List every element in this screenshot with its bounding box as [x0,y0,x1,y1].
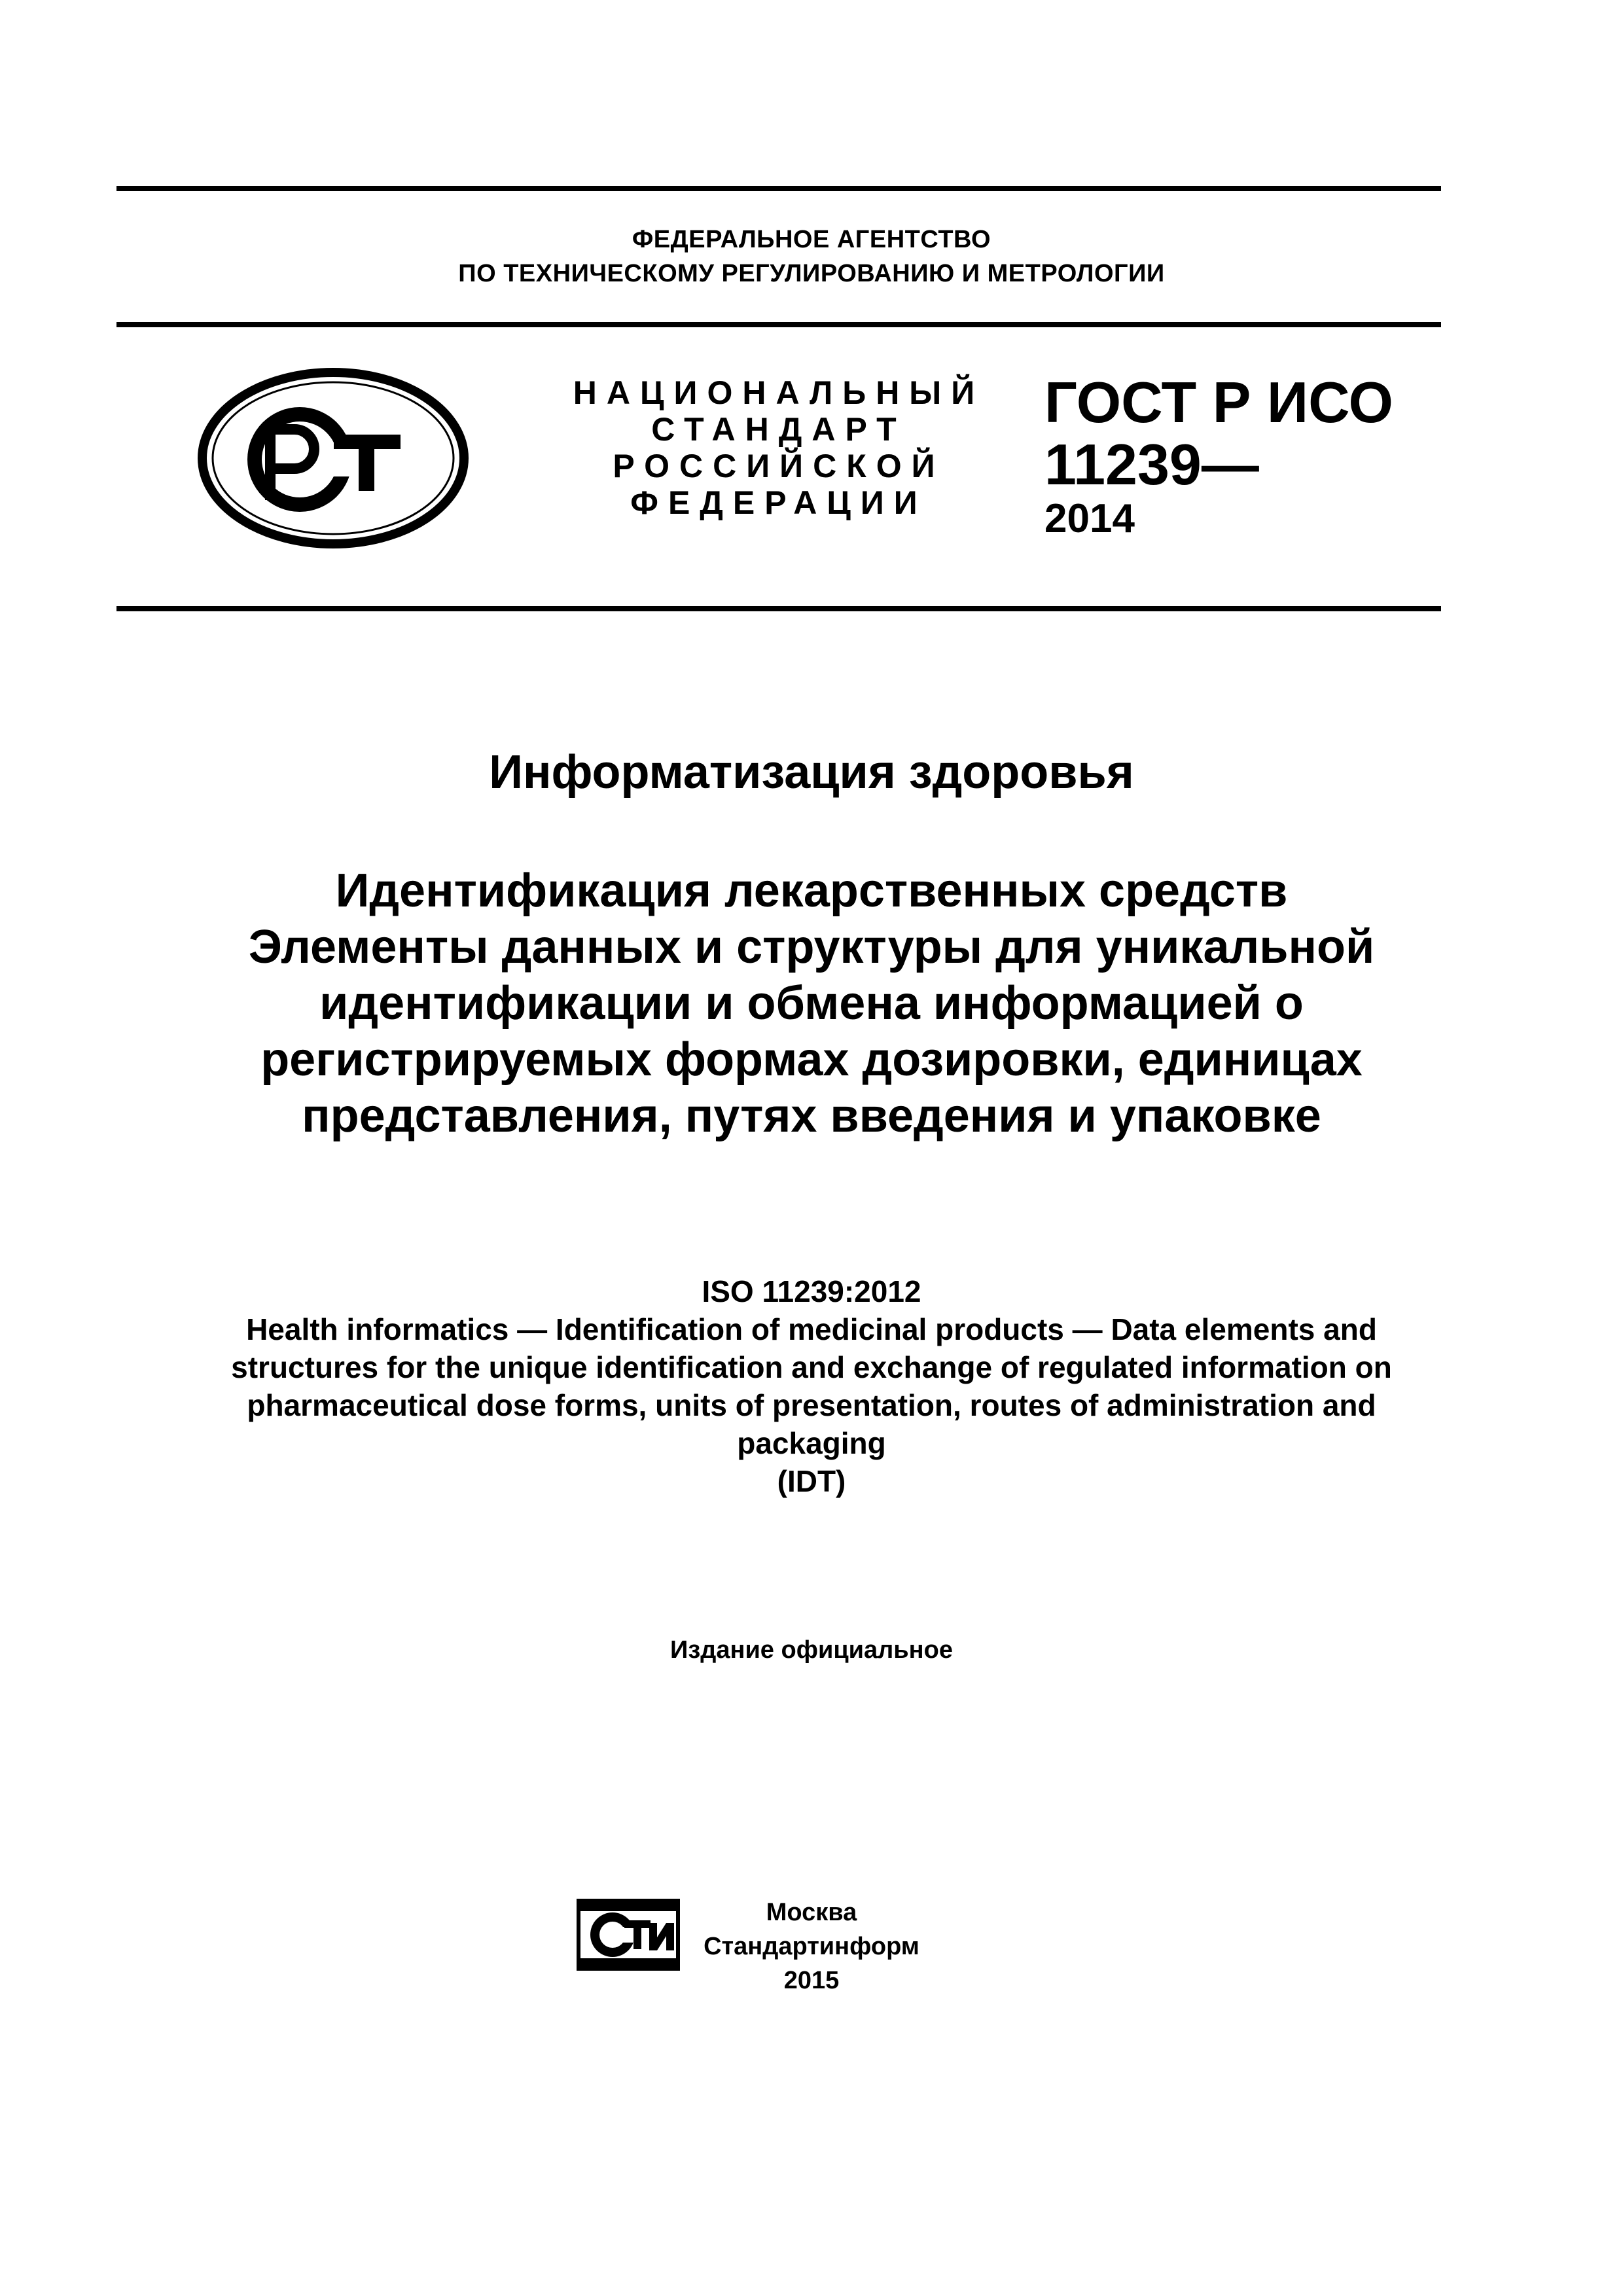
bottom-header-rule [116,606,1441,611]
top-rule [116,186,1441,191]
publisher-info [694,1895,929,1998]
iso-line-4: pharmaceutical dose forms, units of presentation, routes of administration and [247,1388,1376,1422]
subtitle-line-1: Идентификация лекарственных средств [335,865,1288,917]
designation-line-3: 2014 [1044,496,1135,541]
agency-line-1: ФЕДЕРАЛЬНОЕ АГЕНТСТВО [632,226,991,253]
iso-reference [0,1272,1623,1500]
designation-line-2: 11239— [1044,432,1259,497]
subtitle-line-3: идентификации и обмена информацией о [319,977,1304,1030]
edition-note: Издание официальное [670,1636,953,1664]
iso-line-2: Health informatics — Identification of medicinal products — Data elements and [246,1312,1377,1346]
national-standard-label [563,374,995,521]
iso-line-1: ISO 11239:2012 [702,1274,921,1308]
iso-line-3: structures for the unique identification and exchange of regulated information on [231,1350,1392,1384]
document-subtitle [0,863,1623,1144]
header-rule [116,322,1441,327]
document-title: Информатизация здоровья [489,746,1134,798]
iso-line-5: packaging [737,1426,886,1460]
publisher-name: Стандартинформ [704,1933,919,1960]
national-line-2: СТАНДАРТ [651,411,906,448]
national-line-4: ФЕДЕРАЦИИ [630,484,927,521]
subtitle-line-5: представления, путях введения и упаковке [302,1090,1321,1142]
agency-line-2: ПО ТЕХНИЧЕСКОМУ РЕГУЛИРОВАНИЮ И МЕТРОЛОГИИ [458,260,1165,287]
national-line-1: НАЦИОНАЛЬНЫЙ [573,374,985,411]
iso-line-6: (IDT) [777,1464,846,1498]
rst-mark-icon [196,367,470,550]
standard-designation [1044,370,1393,543]
subtitle-line-4: регистрируемых формах дозировки, единицах [260,1033,1363,1086]
standartinform-logo-icon [576,1898,681,1971]
publisher-city: Москва [766,1899,857,1926]
subtitle-line-2: Элементы данных и структуры для уникальной [248,921,1375,973]
publisher-year: 2015 [783,1967,840,1994]
national-line-3: РОССИЙСКОЙ [613,448,945,484]
designation-line-1: ГОСТ Р ИСО [1044,370,1393,435]
agency-name [0,223,1623,291]
